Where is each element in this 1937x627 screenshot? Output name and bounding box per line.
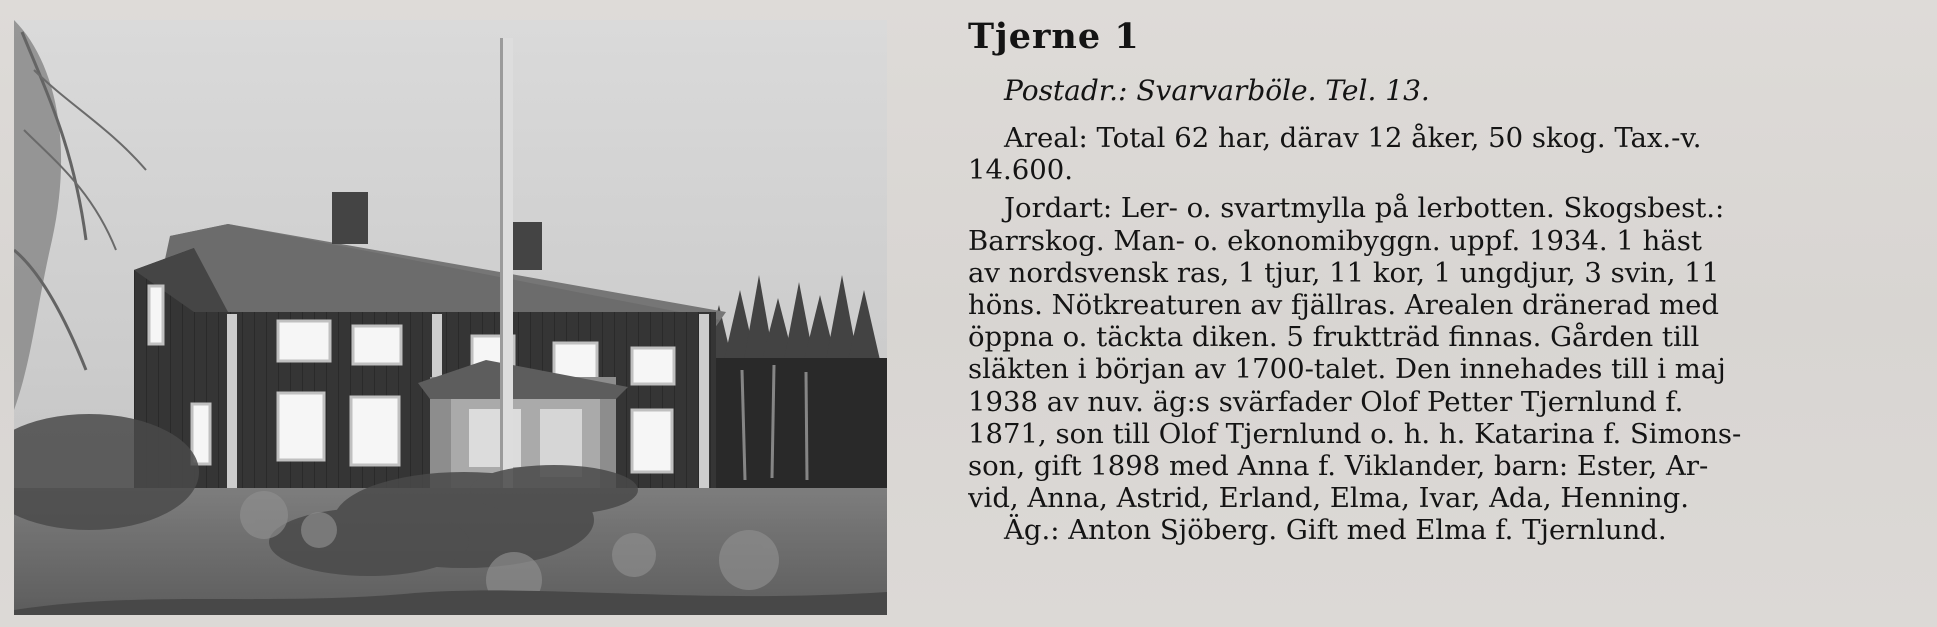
body-line-7: öppna o. täckta diken. 5 fruktträd finnas. Gården till xyxy=(968,321,1700,354)
page-title: Tjerne 1 xyxy=(968,16,1140,57)
body-line-10: 1871, son till Olof Tjernlund o. h. h. Katarina f. Simons- xyxy=(968,417,1742,450)
body-line-5: av nordsvensk ras, 1 tjur, 11 kor, 1 ungdjur, 3 svin, 11 xyxy=(968,256,1720,289)
farmhouse-photo xyxy=(14,20,887,615)
body-line-13: Äg.: Anton Sjöberg. Gift med Elma f. Tjernlund. xyxy=(1004,514,1667,547)
body-line-2: 14.600. xyxy=(968,154,1073,187)
body-line-9: 1938 av nuv. äg:s svärfader Olof Petter Tjernlund f. xyxy=(968,385,1684,418)
text-block xyxy=(968,16,1886,606)
postal-address: Postadr.: Svarvarböle. Tel. 13. xyxy=(1004,74,1430,107)
body-line-8: släkten i början av 1700-talet. Den innehades till i maj xyxy=(968,353,1726,386)
body-line-1: Areal: Total 62 har, därav 12 åker, 50 skog. Tax.-v. xyxy=(1004,122,1702,154)
body-line-12: vid, Anna, Astrid, Erland, Elma, Ivar, Ada, Henning. xyxy=(968,482,1689,515)
body-line-6: höns. Nötkreaturen av fjällras. Arealen dränerad med xyxy=(968,289,1720,322)
body-line-3: Jordart: Ler- o. svartmylla på lerbotten. Skogsbest.: xyxy=(1004,192,1725,225)
body-line-11: son, gift 1898 med Anna f. Viklander, barn: Ester, Ar- xyxy=(968,450,1709,483)
body-line-4: Barrskog. Man- o. ekonomibyggn. uppf. 1934. 1 häst xyxy=(968,224,1702,257)
